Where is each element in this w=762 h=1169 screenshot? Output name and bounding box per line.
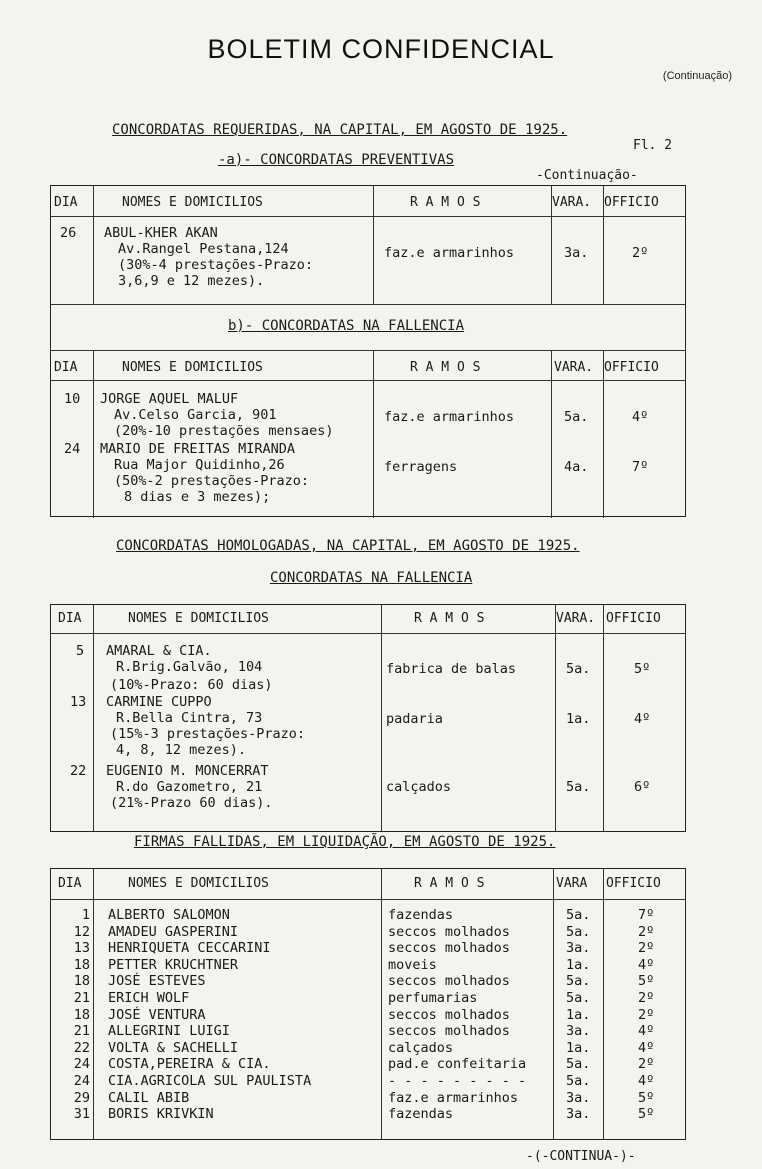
row-detail: 3,6,9 e 12 mezes). bbox=[118, 273, 265, 289]
col-header-ramos: R A M O S bbox=[410, 360, 481, 375]
row-vara: 5a. bbox=[566, 990, 591, 1006]
row-dia: 24 bbox=[73, 1056, 90, 1073]
row-ramo: seccos molhados bbox=[388, 1006, 510, 1023]
row-ramo: calçados bbox=[386, 779, 452, 795]
row-ramo: seccos molhados bbox=[388, 940, 510, 957]
row-dia: 10 bbox=[64, 391, 81, 407]
row-name: VOLTA & SACHELLI bbox=[108, 1039, 239, 1056]
col-header-ramos: R A M O S bbox=[410, 195, 481, 210]
row-officio: 2º bbox=[638, 990, 655, 1006]
section-title-requeridas: CONCORDATAS REQUERIDAS, NA CAPITAL, EM AGOSTO DE 1925. bbox=[112, 122, 568, 138]
row-dia: 5 bbox=[76, 643, 85, 659]
row-name: CALIL ABIB bbox=[108, 1089, 190, 1106]
row-officio: 2º bbox=[638, 940, 655, 957]
row-dia: 22 bbox=[70, 763, 87, 779]
col-header-officio: OFFICIO bbox=[604, 360, 659, 375]
row-dia: 21 bbox=[73, 990, 90, 1006]
row-detail: Av.Celso Garcia, 901 bbox=[114, 407, 277, 423]
row-name: AMARAL & CIA. bbox=[106, 643, 212, 659]
row-vara: 5a. bbox=[566, 973, 591, 990]
row-detail: Rua Major Quidinho,26 bbox=[114, 457, 285, 473]
row-name: BORIS KRIVKIN bbox=[108, 1106, 214, 1123]
row-vara: 5a. bbox=[566, 779, 591, 795]
row-officio: 7º bbox=[638, 907, 655, 923]
row-ramo: faz.e armarinhos bbox=[384, 409, 515, 425]
subsection-title-fallencia: CONCORDATAS NA FALLENCIA bbox=[270, 570, 473, 586]
col-header-dia: DIA bbox=[54, 195, 78, 210]
row-detail: (15%-3 prestações-Prazo: bbox=[110, 726, 306, 742]
continua-footer: -(-CONTINUA-)- bbox=[526, 1149, 636, 1164]
row-dia: 1 bbox=[81, 907, 90, 923]
row-officio: 4º bbox=[638, 1039, 655, 1056]
row-detail: R.Brig.Galvão, 104 bbox=[116, 659, 263, 675]
row-name: ALLEGRINI LUIGI bbox=[108, 1023, 230, 1040]
row-dia: 22 bbox=[73, 1039, 90, 1056]
row-vara: 1a. bbox=[566, 1006, 591, 1023]
row-ramo: - - - - - - - - - bbox=[388, 1073, 527, 1089]
row-officio: 5º bbox=[638, 973, 655, 990]
row-ramo: fazendas bbox=[388, 907, 454, 923]
row-ramo: moveis bbox=[388, 956, 437, 973]
row-name: CIA.AGRICOLA SUL PAULISTA bbox=[108, 1073, 312, 1089]
row-dia: 26 bbox=[60, 225, 77, 241]
row-name: HENRIQUETA CECCARINI bbox=[108, 940, 271, 957]
row-ramo: calçados bbox=[388, 1039, 454, 1056]
row-dia: 12 bbox=[73, 923, 90, 940]
row-ramo: seccos molhados bbox=[388, 1023, 510, 1040]
col-header-vara: VARA. bbox=[552, 195, 592, 210]
col-header-nomes: NOMES E DOMICILIOS bbox=[122, 360, 263, 375]
page-reference: Fl. 2 bbox=[633, 138, 673, 153]
row-vara: 5a. bbox=[566, 1056, 591, 1073]
col-header-officio: OFFICIO bbox=[606, 876, 661, 891]
col-header-vara: VARA. bbox=[556, 611, 596, 626]
row-ramo: seccos molhados bbox=[388, 923, 510, 940]
row-name: ALBERTO SALOMON bbox=[108, 907, 230, 923]
row-officio: 2º bbox=[638, 923, 655, 940]
row-officio: 5º bbox=[638, 1089, 655, 1106]
row-name: JOSÉ ESTEVES bbox=[108, 973, 206, 990]
row-vara: 5a. bbox=[566, 661, 591, 677]
row-vara: 1a. bbox=[566, 1039, 591, 1056]
col-header-vara: VARA bbox=[556, 876, 588, 891]
row-ramo: fabrica de balas bbox=[386, 661, 517, 677]
col-header-officio: OFFICIO bbox=[606, 611, 661, 626]
row-detail: 8 dias e 3 mezes); bbox=[124, 489, 271, 505]
row-dia: 24 bbox=[64, 441, 81, 457]
row-ramo: faz.e armarinhos bbox=[384, 245, 515, 261]
row-dia: 31 bbox=[73, 1106, 90, 1123]
col-header-dia: DIA bbox=[58, 611, 82, 626]
row-vara: 3a. bbox=[564, 245, 589, 261]
row-dia: 21 bbox=[73, 1023, 90, 1040]
row-vara: 3a. bbox=[566, 1023, 591, 1040]
col-header-ramos: R A M O S bbox=[414, 876, 485, 891]
row-vara: 3a. bbox=[566, 940, 591, 957]
row-detail: (10%-Prazo: 60 dias) bbox=[110, 677, 273, 693]
row-officio: 6º bbox=[634, 779, 651, 795]
section-title-homologadas: CONCORDATAS HOMOLOGADAS, NA CAPITAL, EM AGOSTO DE 1925. bbox=[116, 538, 580, 554]
row-name: PETTER KRUCHTNER bbox=[108, 956, 239, 973]
row-name: JOSÉ VENTURA bbox=[108, 1006, 206, 1023]
continuation-label: (Continuação) bbox=[662, 70, 732, 82]
row-officio: 2º bbox=[632, 245, 649, 261]
row-dia: 18 bbox=[73, 973, 90, 990]
row-ramo: ferragens bbox=[384, 459, 458, 475]
col-header-ramos: R A M O S bbox=[414, 611, 485, 626]
row-vara: 3a. bbox=[566, 1089, 591, 1106]
row-detail: (21%-Prazo 60 dias). bbox=[110, 795, 273, 811]
row-name: JORGE AQUEL MALUF bbox=[100, 391, 239, 407]
row-officio: 2º bbox=[638, 1056, 655, 1073]
row-dia: 29 bbox=[73, 1089, 90, 1106]
row-officio: 4º bbox=[634, 711, 651, 727]
continuation-mark: -Continuação- bbox=[536, 168, 638, 183]
section-title-fallidas: FIRMAS FALLIDAS, EM LIQUIDAÇÃO, EM AGOSTO DE 1925. bbox=[134, 834, 556, 850]
row-detail: Av.Rangel Pestana,124 bbox=[118, 241, 289, 257]
row-dia: 24 bbox=[73, 1073, 90, 1089]
row-name: ABUL-KHER AKAN bbox=[104, 225, 218, 241]
row-officio: 4º bbox=[638, 1073, 655, 1089]
row-ramo: seccos molhados bbox=[388, 973, 510, 990]
subsection-title-preventivas: -a)- CONCORDATAS PREVENTIVAS bbox=[218, 152, 455, 168]
page-title: BOLETIM CONFIDENCIAL bbox=[207, 34, 555, 64]
row-detail: R.do Gazometro, 21 bbox=[116, 779, 263, 795]
row-vara: 1a. bbox=[566, 956, 591, 973]
col-header-nomes: NOMES E DOMICILIOS bbox=[128, 876, 269, 891]
row-name: EUGENIO M. MONCERRAT bbox=[106, 763, 269, 779]
row-officio: 5º bbox=[634, 661, 651, 677]
col-header-nomes: NOMES E DOMICILIOS bbox=[122, 195, 263, 210]
col-header-vara: VARA. bbox=[554, 360, 594, 375]
row-dia: 13 bbox=[70, 694, 87, 710]
row-vara: 3a. bbox=[566, 1106, 591, 1123]
row-detail: 4, 8, 12 mezes). bbox=[116, 742, 247, 758]
row-ramo: fazendas bbox=[388, 1106, 454, 1123]
row-officio: 5º bbox=[638, 1106, 655, 1123]
row-dia: 18 bbox=[73, 956, 90, 973]
row-officio: 4º bbox=[638, 956, 655, 973]
col-header-dia: DIA bbox=[54, 360, 78, 375]
subsection-title-fallencia-b: b)- CONCORDATAS NA FALLENCIA bbox=[228, 318, 465, 334]
row-ramo: faz.e armarinhos bbox=[388, 1089, 519, 1106]
row-vara: 4a. bbox=[564, 459, 589, 475]
row-vara: 5a. bbox=[566, 907, 591, 923]
row-ramo: padaria bbox=[386, 711, 443, 727]
row-officio: 4º bbox=[632, 409, 649, 425]
row-detail: (50%-2 prestações-Prazo: bbox=[114, 473, 310, 489]
row-ramo: perfumarias bbox=[388, 990, 478, 1006]
row-name: AMADEU GASPERINI bbox=[108, 923, 239, 940]
row-dia: 18 bbox=[73, 1006, 90, 1023]
row-detail: R.Bella Cintra, 73 bbox=[116, 710, 263, 726]
col-header-dia: DIA bbox=[58, 876, 82, 891]
row-officio: 7º bbox=[632, 459, 649, 475]
row-name: COSTA,PEREIRA & CIA. bbox=[108, 1056, 271, 1073]
row-ramo: pad.e confeitaria bbox=[388, 1056, 527, 1073]
row-officio: 2º bbox=[638, 1006, 655, 1023]
row-name: MARIO DE FREITAS MIRANDA bbox=[100, 441, 296, 457]
row-detail: (30%-4 prestações-Prazo: bbox=[118, 257, 314, 273]
row-officio: 4º bbox=[638, 1023, 655, 1040]
col-header-officio: OFFICIO bbox=[604, 195, 659, 210]
row-name: CARMINE CUPPO bbox=[106, 694, 212, 710]
row-dia: 13 bbox=[73, 940, 90, 957]
col-header-nomes: NOMES E DOMICILIOS bbox=[128, 611, 269, 626]
row-vara: 5a. bbox=[564, 409, 589, 425]
row-vara: 1a. bbox=[566, 711, 591, 727]
row-detail: (20%-10 prestações mensaes) bbox=[114, 423, 334, 439]
row-vara: 5a. bbox=[566, 1073, 591, 1089]
row-name: ERICH WOLF bbox=[108, 990, 190, 1006]
row-vara: 5a. bbox=[566, 923, 591, 940]
